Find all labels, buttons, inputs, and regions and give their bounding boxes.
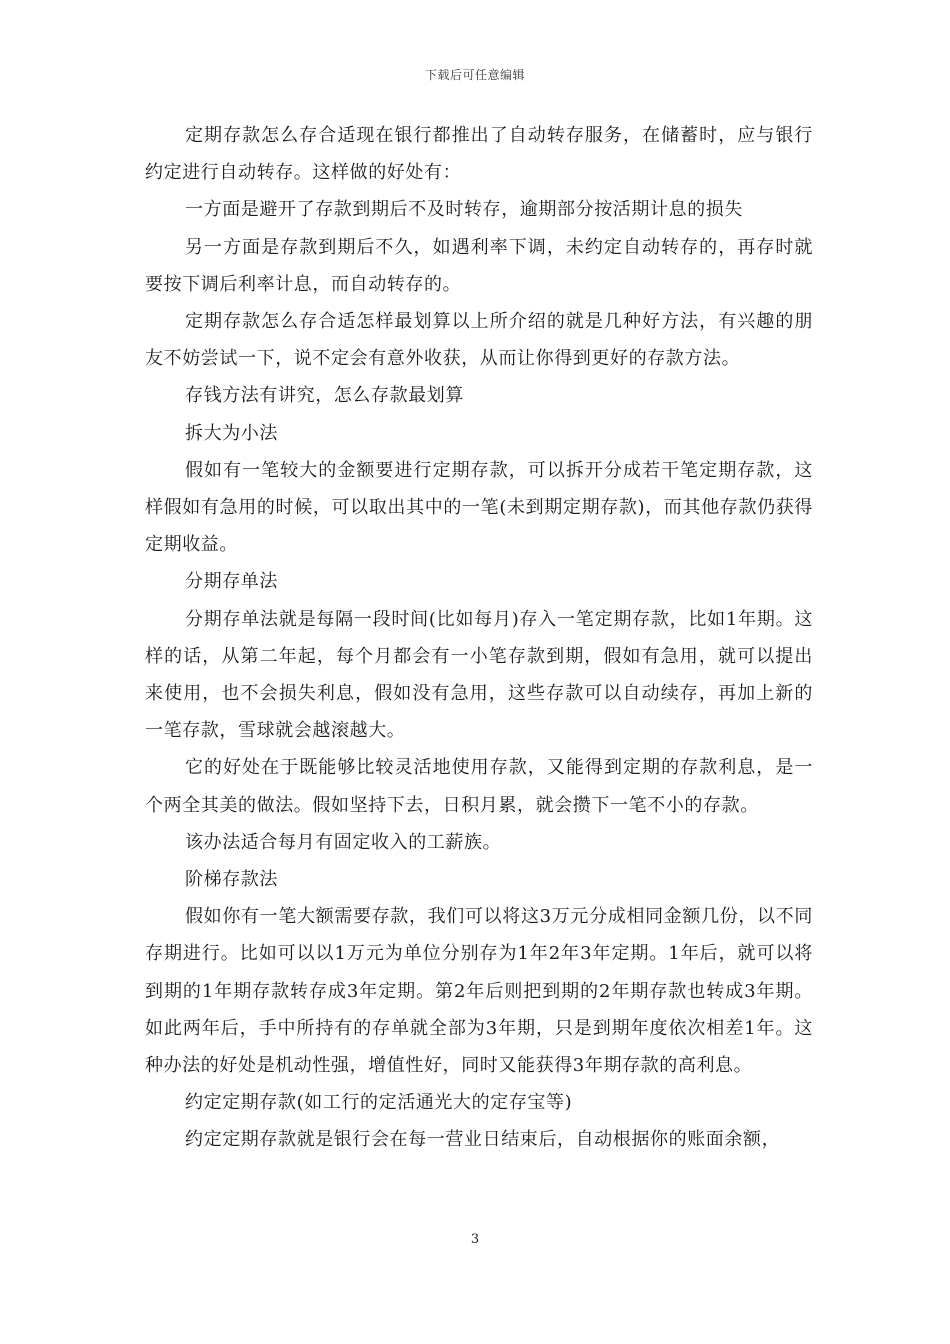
paragraph: 定期存款怎么存合适现在银行都推出了自动转存服务，在储蓄时，应与银行约定进行自动转存。这样做的好处有： [145, 125, 813, 184]
paragraph: 另一方面是存款到期后不久，如遇利率下调，未约定自动转存的，再存时就要按下调后利率计息，而自动转存的。 [145, 236, 813, 295]
section-heading: 拆大为小法 [185, 422, 278, 444]
paragraph: 定期存款怎么存合适怎样最划算以上所介绍的就是几种好方法，有兴趣的朋友不妨尝试一下，说不定会有意外收获，从而让你得到更好的存款方法。 [145, 311, 813, 370]
section-heading: 存钱方法有讲究，怎么存款最划算 [185, 385, 464, 407]
section-heading: 分期存单法 [185, 571, 278, 593]
section-heading: 阶梯存款法 [185, 869, 278, 891]
paragraph: 分期存单法就是每隔一段时间(比如每月)存入一笔定期存款，比如1年期。这样的话，从第二年起，每个月都会有一小笔存款到期，假如有急用，就可以提出来使用，也不会损失利息，假如没有急用，这些存款可以自动续存，再加上新的一笔存款，雪球就会越滚越大。 [145, 608, 813, 742]
header-note: 下载后可任意编辑 [424, 68, 525, 82]
page-number: 3 [470, 1232, 480, 1247]
paragraph: 一方面是避开了存款到期后不及时转存，逾期部分按活期计息的损失 [185, 199, 743, 221]
document-body [145, 117, 813, 1159]
paragraph: 假如你有一笔大额需要存款，我们可以将这3万元分成相同金额几份，以不同存期进行。比如可以以1万元为单位分别存为1年2年3年定期。1年后，就可以将到期的1年期存款转存成3年定期。第2年后则把到期的2年期存款也转成3年期。如此两年后，手中所持有的存单就全部为3年期，只是到期年度依次相差1年。这种办法的好处是机动性强，增值性好，同时又能获得3年期存款的高利息。 [145, 906, 813, 1077]
paragraph: 假如有一笔较大的金额要进行定期存款，可以拆开分成若干笔定期存款，这样假如有急用的时候，可以取出其中的一笔(未到期定期存款)，而其他存款仍获得定期收益。 [145, 459, 813, 556]
section-heading: 约定定期存款(如工行的定活通光大的定存宝等) [185, 1092, 573, 1114]
paragraph: 约定定期存款就是银行会在每一营业日结束后，自动根据你的账面余额， [185, 1129, 781, 1151]
paragraph: 它的好处在于既能够比较灵活地使用存款，又能得到定期的存款利息，是一个两全其美的做法。假如坚持下去，日积月累，就会攒下一笔不小的存款。 [145, 757, 813, 816]
paragraph: 该办法适合每月有固定收入的工薪族。 [185, 831, 502, 853]
